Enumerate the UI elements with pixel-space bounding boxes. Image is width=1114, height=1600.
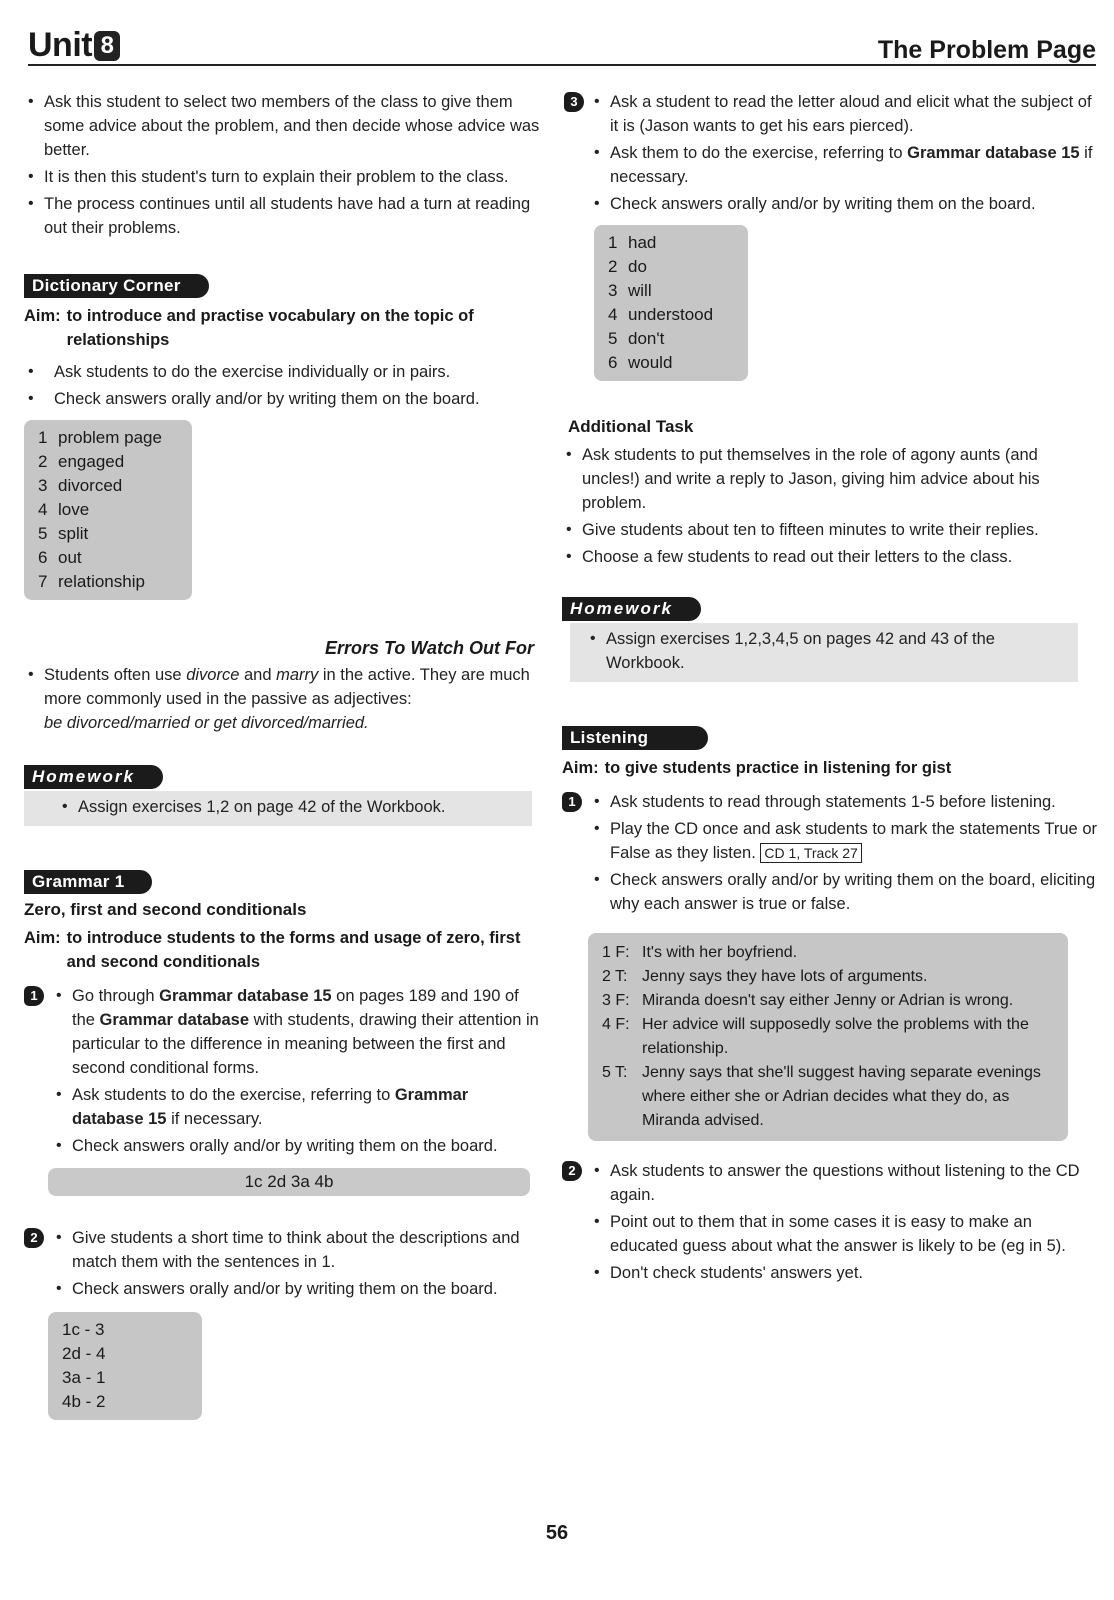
answer-number: 3 F: bbox=[602, 992, 630, 1009]
dictionary-section bbox=[24, 274, 544, 600]
answer-number: 5 bbox=[608, 329, 618, 348]
bullet-text: Ask students to do the exercise, referring to bbox=[72, 1086, 395, 1104]
grammar-exercise-3 bbox=[570, 90, 1100, 216]
answer-text: would bbox=[628, 353, 673, 372]
errors-section bbox=[24, 638, 544, 735]
list-item: • Check answers orally and/or by writing them on the board, eliciting why each answer is true or false. bbox=[590, 868, 1100, 916]
exercise-number-badge: 3 bbox=[564, 92, 584, 112]
answer-number: 2 bbox=[608, 257, 618, 276]
answer-row bbox=[608, 351, 734, 375]
bullet-text: Go through bbox=[72, 987, 160, 1005]
homework-heading: Homework bbox=[562, 597, 701, 621]
list-item bbox=[590, 141, 1100, 189]
list-item: • The process continues until all students have had a turn at reading out their problems. bbox=[24, 192, 544, 240]
answer-row bbox=[602, 965, 1054, 989]
dictionary-aim bbox=[24, 304, 544, 352]
errors-word: divorce bbox=[186, 666, 240, 684]
list-item bbox=[52, 1083, 544, 1131]
answer-number: 6 bbox=[608, 353, 618, 372]
errors-text: and bbox=[239, 666, 277, 684]
answer-row bbox=[602, 941, 1054, 965]
answer-text: problem page bbox=[58, 428, 162, 447]
answer-text: don't bbox=[628, 329, 665, 348]
additional-task-section bbox=[570, 417, 1100, 569]
answer-row bbox=[608, 255, 734, 279]
dictionary-bullets bbox=[24, 360, 544, 411]
answer-row: 4b - 2 bbox=[62, 1392, 106, 1411]
unit-title bbox=[28, 26, 120, 65]
grammar-heading: Grammar 1 bbox=[24, 870, 152, 894]
aim-label: Aim: bbox=[24, 307, 61, 325]
homework-section-right bbox=[570, 597, 1100, 682]
listening-2-bullets bbox=[590, 1159, 1100, 1285]
errors-example: be divorced/married or get divorced/married. bbox=[44, 714, 369, 732]
list-item: • Ask students to read through statements 1-5 before listening. bbox=[590, 790, 1100, 814]
answer-row: 2d - 4 bbox=[62, 1344, 106, 1363]
list-item: • Choose a few students to read out their letters to the class. bbox=[562, 545, 1100, 569]
answer-row bbox=[602, 1061, 1054, 1133]
errors-text: in the active. They are much more commonly used in the passive as adjectives: bbox=[44, 666, 530, 708]
answer-number: 1 bbox=[608, 233, 618, 252]
listening-exercise-1 bbox=[570, 790, 1100, 916]
list-item: • Give students about ten to fifteen minutes to write their replies. bbox=[562, 518, 1100, 542]
answer-row: 3a - 1 bbox=[62, 1368, 106, 1387]
list-item: • Ask students to put themselves in the role of agony aunts (and uncles!) and write a reply to Jason, giving him advice about his problem. bbox=[562, 443, 1100, 515]
list-item: • Check answers orally and/or by writing them on the board. bbox=[52, 1134, 544, 1158]
answer-text: Miranda doesn't say either Jenny or Adrian is wrong. bbox=[642, 992, 1014, 1009]
aim-label: Aim: bbox=[24, 929, 61, 947]
list-item: • Point out to them that in some cases it is easy to make an educated guess about what the answer is likely to be (eg in 5). bbox=[590, 1210, 1100, 1258]
answer-text: love bbox=[58, 500, 90, 519]
answer-text: had bbox=[628, 233, 657, 252]
answer-number: 2 bbox=[38, 452, 48, 471]
answer-number: 3 bbox=[38, 476, 48, 495]
answer-row bbox=[608, 231, 734, 255]
bullet-bold: Grammar database 15 bbox=[907, 144, 1080, 162]
page-title: The Problem Page bbox=[877, 36, 1096, 64]
answer-text: Her advice will supposedly solve the problems with the relationship. bbox=[642, 1016, 1029, 1057]
list-item: • It is then this student's turn to explain their problem to the class. bbox=[24, 165, 544, 189]
bullet-bold: Grammar database bbox=[99, 1011, 250, 1029]
listening-exercise-2 bbox=[570, 1159, 1100, 1285]
additional-task-heading: Additional Task bbox=[568, 417, 694, 436]
list-item: • Give students a short time to think about the descriptions and match them with the sentences in 1. bbox=[52, 1226, 544, 1274]
aim-text: to give students practice in listening for gist bbox=[604, 759, 952, 777]
aim-text: to introduce and practise vocabulary on the topic of relationships bbox=[66, 307, 474, 349]
homework-bullets bbox=[580, 627, 1068, 675]
answer-row bbox=[38, 450, 178, 474]
bullet-text: with students, drawing their attention in particular to the difference in meaning between the first and second conditional forms. bbox=[72, 1011, 539, 1077]
answer-number: 7 bbox=[38, 572, 48, 591]
bullet-bold: Grammar database 15 bbox=[159, 987, 332, 1005]
answer-row bbox=[38, 522, 178, 546]
list-item bbox=[24, 663, 544, 735]
additional-task-bullets bbox=[562, 443, 1100, 569]
aim-text: to introduce students to the forms and usage of zero, first and second conditionals bbox=[66, 929, 521, 971]
answer-text: engaged bbox=[58, 452, 125, 471]
answer-row: 1c - 3 bbox=[62, 1320, 105, 1339]
unit-label: Unit bbox=[28, 26, 93, 64]
answer-row bbox=[608, 327, 734, 351]
page-header bbox=[28, 26, 1096, 66]
errors-text: Students often use bbox=[44, 666, 187, 684]
dictionary-heading: Dictionary Corner bbox=[24, 274, 209, 298]
exercise-2-bullets bbox=[52, 1226, 544, 1301]
exercise-3-bullets bbox=[590, 90, 1100, 216]
answer-text: Jenny says that she'll suggest having separate evenings where either she or Adrian decides what they do, as Miranda advised. bbox=[642, 1064, 1041, 1129]
answer-text: split bbox=[58, 524, 89, 543]
grammar-match-answer-box bbox=[48, 1312, 202, 1420]
listening-1-bullets bbox=[590, 790, 1100, 916]
answer-row bbox=[608, 303, 734, 327]
answer-row bbox=[38, 546, 178, 570]
bullet-text: if necessary. bbox=[166, 1110, 263, 1128]
answer-row bbox=[38, 570, 178, 594]
list-item: • Don't check students' answers yet. bbox=[590, 1261, 1100, 1285]
answer-text: Jenny says they have lots of arguments. bbox=[642, 968, 928, 985]
list-item: • Assign exercises 1,2,3,4,5 on pages 42 and 43 of the Workbook. bbox=[586, 627, 1068, 675]
errors-bullets bbox=[24, 663, 544, 735]
grammar-answer-bar: 1c 2d 3a 4b bbox=[48, 1168, 530, 1196]
bullet-text: Play the CD once and ask students to mark the statements True or False as they listen. bbox=[610, 820, 1097, 862]
answer-row bbox=[38, 498, 178, 522]
grammar-subtitle: Zero, first and second conditionals bbox=[24, 900, 307, 919]
answer-text: understood bbox=[628, 305, 714, 324]
grammar-aim bbox=[24, 926, 544, 974]
homework-box bbox=[24, 791, 532, 826]
list-item: • Check answers orally and/or by writing them on the board. bbox=[52, 1277, 544, 1301]
listening-heading: Listening bbox=[562, 726, 708, 750]
cd-track-label: CD 1, Track 27 bbox=[760, 843, 861, 863]
answer-number: 6 bbox=[38, 548, 48, 567]
answer-number: 5 T: bbox=[602, 1064, 628, 1081]
homework-section-left bbox=[24, 765, 544, 826]
homework-box bbox=[570, 623, 1078, 682]
answer-number: 2 T: bbox=[602, 968, 628, 985]
list-item: • Check answers orally and/or by writing them on the board. bbox=[590, 192, 1100, 216]
page-number: 56 bbox=[545, 1522, 569, 1544]
right-column bbox=[562, 90, 1100, 1288]
answer-row bbox=[602, 1013, 1054, 1061]
list-item: • Assign exercises 1,2 on page 42 of the Workbook. bbox=[58, 795, 522, 819]
homework-heading: Homework bbox=[24, 765, 163, 789]
answer-row bbox=[38, 474, 178, 498]
errors-heading: Errors To Watch Out For bbox=[324, 638, 534, 658]
answer-text: divorced bbox=[58, 476, 123, 495]
answer-text: do bbox=[628, 257, 647, 276]
aim-label: Aim: bbox=[562, 759, 599, 777]
bullet-text: if necessary. bbox=[610, 144, 1093, 186]
list-item: • Ask students to answer the questions without listening to the CD again. bbox=[590, 1159, 1100, 1207]
answer-number: 3 bbox=[608, 281, 618, 300]
list-item bbox=[52, 984, 544, 1080]
answer-number: 5 bbox=[38, 524, 48, 543]
grammar-section bbox=[24, 870, 544, 1420]
errors-word: marry bbox=[276, 666, 319, 684]
answer-number: 4 bbox=[38, 500, 48, 519]
exercise-number-badge: 2 bbox=[562, 1161, 582, 1181]
list-item: • Ask students to do the exercise individually or in pairs. bbox=[24, 360, 544, 384]
bullet-text: on pages 189 and 190 of the bbox=[72, 987, 519, 1029]
left-column bbox=[24, 90, 544, 1420]
answer-row bbox=[602, 989, 1054, 1013]
answer-text: out bbox=[58, 548, 82, 567]
intro-bullets bbox=[24, 90, 544, 240]
answer-number: 4 bbox=[608, 305, 618, 324]
list-item: • Ask a student to read the letter aloud and elicit what the subject of it is (Jason wants to get his ears pierced). bbox=[590, 90, 1100, 138]
grammar-exercise-2 bbox=[24, 1226, 544, 1301]
listening-aim bbox=[562, 756, 1100, 780]
bullet-bold: Grammar database 15 bbox=[72, 1086, 469, 1128]
list-item bbox=[590, 817, 1100, 865]
answer-number: 1 F: bbox=[602, 944, 630, 961]
homework-bullets bbox=[34, 795, 522, 819]
listening-section bbox=[562, 726, 1100, 1285]
list-item: • Ask this student to select two members of the class to give them some advice about the problem, and then decide whose advice was better. bbox=[24, 90, 544, 162]
exercise-1-bullets bbox=[52, 984, 544, 1158]
grammar-exercise-1 bbox=[24, 984, 544, 1158]
answer-text: It's with her boyfriend. bbox=[642, 944, 798, 961]
dictionary-answer-box bbox=[24, 420, 192, 600]
exercise-3-answer-box bbox=[594, 225, 748, 381]
answer-number: 1 bbox=[38, 428, 48, 447]
bullet-text: Ask them to do the exercise, referring to bbox=[610, 144, 908, 162]
answer-text: will bbox=[628, 281, 652, 300]
answer-row bbox=[38, 426, 178, 450]
exercise-number-badge: 1 bbox=[562, 792, 582, 812]
answer-text: relationship bbox=[58, 572, 145, 591]
listening-answer-box bbox=[588, 933, 1068, 1141]
answer-number: 4 F: bbox=[602, 1016, 630, 1033]
answer-row bbox=[608, 279, 734, 303]
exercise-number-badge: 1 bbox=[24, 986, 44, 1006]
unit-number: 8 bbox=[94, 31, 120, 61]
exercise-number-badge: 2 bbox=[24, 1228, 44, 1248]
list-item: • Check answers orally and/or by writing them on the board. bbox=[24, 387, 544, 411]
